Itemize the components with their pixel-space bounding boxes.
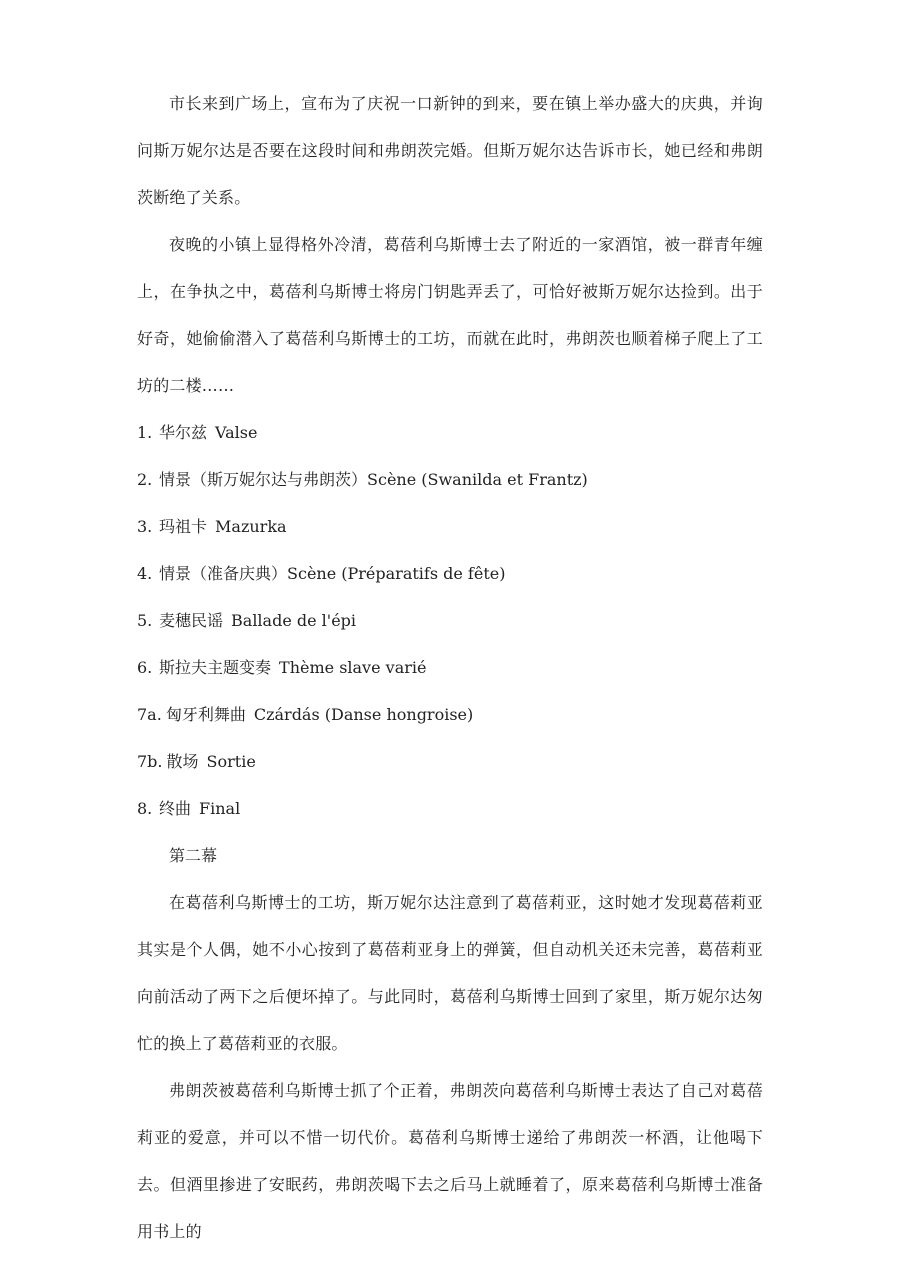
paragraph-night-workshop: 夜晚的小镇上显得格外冷清，葛蓓利乌斯博士去了附近的一家酒馆，被一群青年缠上，在争执之中，葛蓓利乌斯博士将房门钥匙弄丢了，可恰好被斯万妮尔达捡到。出于好奇，她偷偷潜入了葛蓓利乌斯博士的工坊，而就在此时，弗朗茨也顺着梯子爬上了工坊的二楼…… [137,235,763,395]
track-title-fr: Final [199,799,241,818]
track-title-zh: 散场 [166,752,199,771]
track-title-zh: 华尔兹 [159,423,208,442]
track-title-fr: Scène (Préparatifs de fête) [287,564,506,583]
track-number: 7b. [137,752,163,771]
track-title-zh: 情景（斯万妮尔达与弗朗茨） [159,470,368,489]
track-number: 8. [137,799,153,818]
paragraph-mayor-announcement: 市长来到广场上，宣布为了庆祝一口新钟的到来，要在镇上举办盛大的庆典，并询问斯万妮尔达是否要在这段时间和弗朗茨完婚。但斯万妮尔达告诉市长，她已经和弗朗茨断绝了关系。 [137,94,763,207]
list-item [137,738,763,785]
track-number: 4. [137,564,153,583]
track-number: 3. [137,517,153,536]
track-title-zh: 玛祖卡 [159,517,208,536]
list-item [137,456,763,503]
track-title-fr: Sortie [206,752,256,771]
paragraph-frantz-caught: 弗朗茨被葛蓓利乌斯博士抓了个正着，弗朗茨向葛蓓利乌斯博士表达了自己对葛蓓莉亚的爱意，并可以不惜一切代价。葛蓓利乌斯博士递给了弗朗茨一杯酒，让他喝下去。但酒里掺进了安眠药，弗朗茨喝下去之后马上就睡着了，原来葛蓓利乌斯博士准备用书上的 [137,1081,763,1241]
track-title-fr: Czárdás (Danse hongroise) [253,705,474,724]
list-item [137,785,763,832]
list-item [137,550,763,597]
track-number: 1. [137,423,153,442]
track-title-zh: 斯拉夫主题变奏 [159,658,272,677]
track-number: 6. [137,658,153,677]
track-title-fr: Mazurka [215,517,287,536]
list-item [137,691,763,738]
track-number: 2. [137,470,153,489]
list-item [137,503,763,550]
track-title-fr: Ballade de l'épi [231,611,357,630]
track-list [137,409,763,832]
act-two-heading: 第二幕 [169,846,218,865]
list-item [137,597,763,644]
track-title-zh: 匈牙利舞曲 [165,705,246,724]
track-title-zh: 麦穗民谣 [159,611,224,630]
track-title-fr: Valse [215,423,258,442]
paragraph-workshop-doll: 在葛蓓利乌斯博士的工坊，斯万妮尔达注意到了葛蓓莉亚，这时她才发现葛蓓莉亚其实是个人偶，她不小心按到了葛蓓莉亚身上的弹簧，但自动机关还未完善，葛蓓莉亚向前活动了两下之后便坏掉了。与此同时，葛蓓利乌斯博士回到了家里，斯万妮尔达匆忙的换上了葛蓓莉亚的衣服。 [137,893,763,1053]
track-title-fr: Thème slave varié [279,658,427,677]
track-number: 5. [137,611,153,630]
list-item [137,644,763,691]
track-title-fr: Scène (Swanilda et Frantz) [367,470,588,489]
track-title-zh: 终曲 [159,799,192,818]
track-number: 7a. [137,705,162,724]
track-title-zh: 情景（准备庆典） [159,564,288,583]
list-item [137,409,763,456]
